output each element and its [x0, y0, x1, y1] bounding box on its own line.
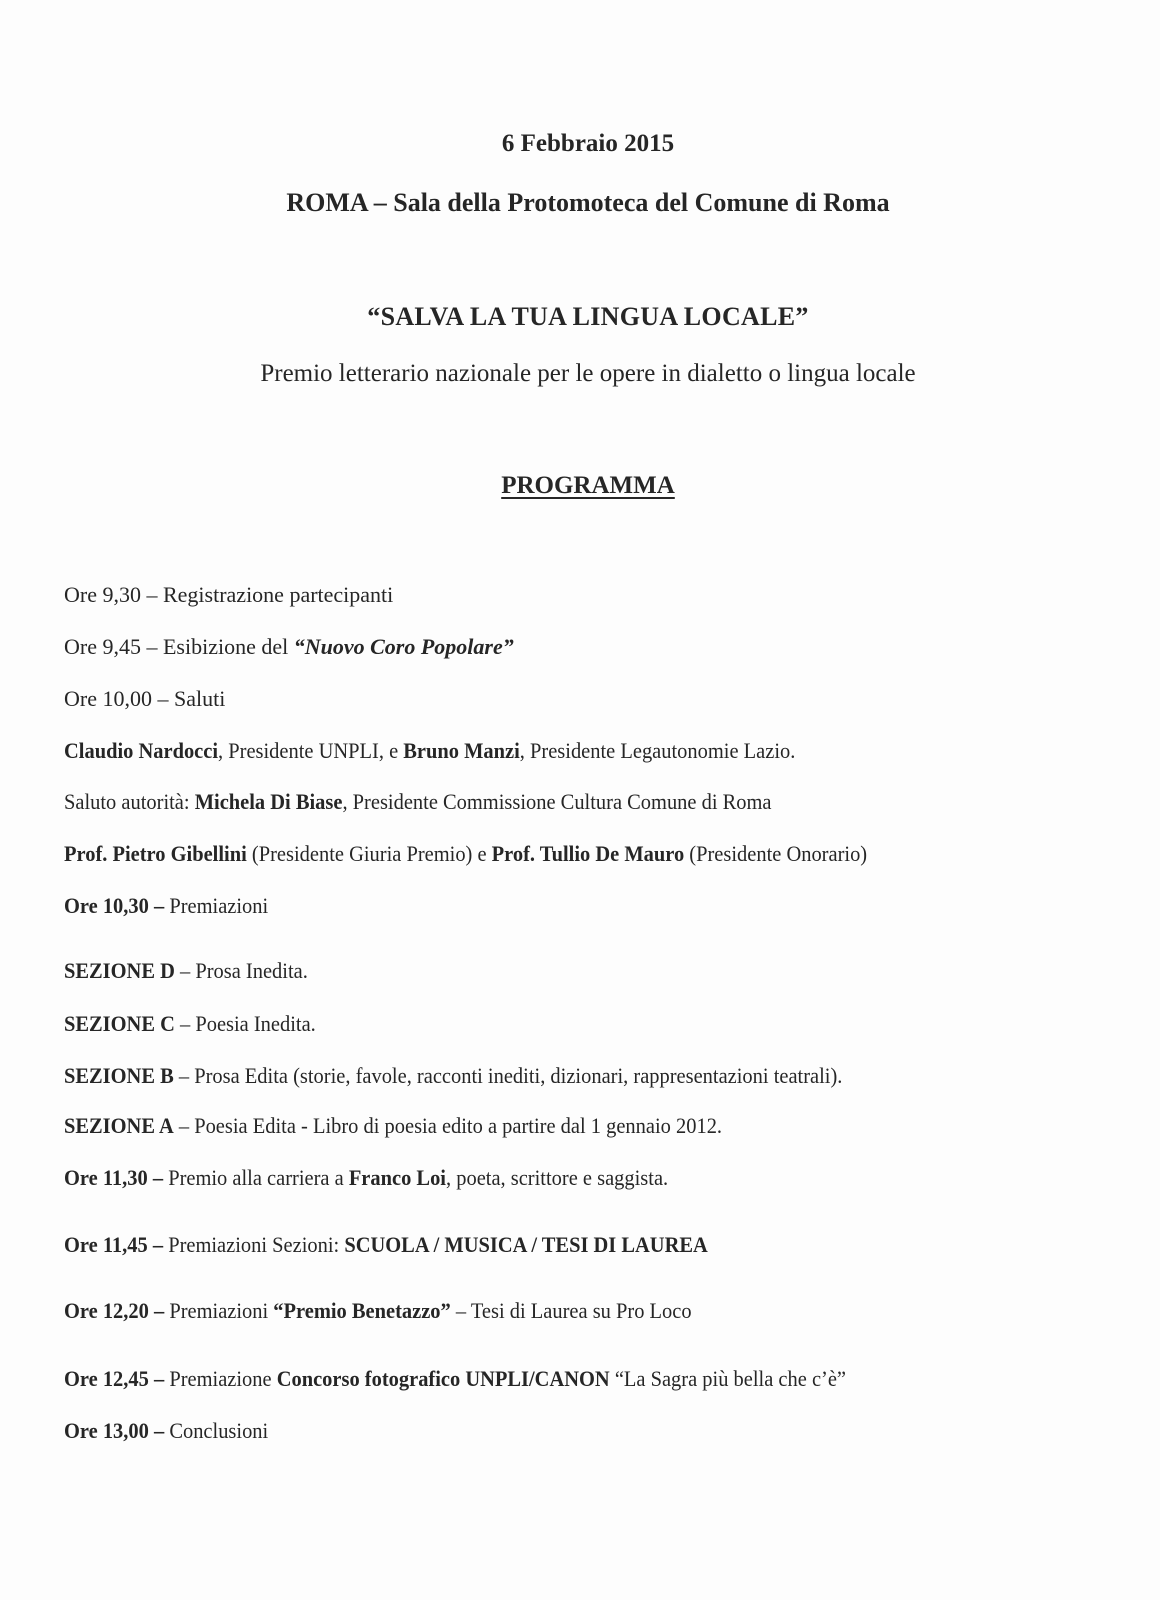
prize-name: “Premio Benetazzo”	[273, 1298, 451, 1323]
separator: –	[173, 1113, 195, 1138]
program-text: Premiazioni Sezioni:	[168, 1232, 345, 1257]
program-time: Ore 10,30	[64, 893, 149, 918]
section-text: Poesia Inedita.	[195, 1011, 316, 1036]
speaker-role: (Presidente Giuria Premio) e	[246, 841, 492, 866]
program-text: Conclusioni	[169, 1418, 269, 1443]
speaker-role: (Presidente Onorario)	[684, 841, 868, 866]
program-item	[64, 893, 268, 919]
separator: –	[174, 958, 196, 983]
program-time: Ore 10,00	[64, 686, 152, 711]
section-label: SEZIONE C	[64, 1011, 175, 1036]
separator: –	[148, 893, 170, 918]
section-label: SEZIONE D	[64, 958, 175, 983]
section-text: Prosa Edita (storie, favole, racconti inediti, dizionari, rappresentazioni teatrali).	[194, 1063, 843, 1088]
program-item	[64, 1298, 692, 1324]
section-item	[64, 1063, 842, 1089]
program-text: Saluti	[173, 686, 226, 711]
separator: –	[173, 1063, 195, 1088]
jury-line	[64, 841, 867, 867]
program-text-tail: “La Sagra più bella che c’è”	[609, 1366, 846, 1391]
authority-greeting-line	[64, 789, 772, 815]
section-label: SEZIONE A	[64, 1113, 174, 1138]
programma-heading	[0, 472, 1160, 500]
section-item	[64, 1011, 316, 1037]
separator: –	[151, 686, 174, 711]
event-title: “SALVA LA TUA LINGUA LOCALE”	[367, 302, 809, 331]
section-item	[64, 1113, 722, 1139]
program-time: Ore 12,20	[64, 1298, 149, 1323]
program-text: Premiazioni	[169, 893, 269, 918]
speaker-name: Michela Di Biase	[194, 789, 343, 814]
choir-name: “Nuovo Coro Popolare”	[293, 634, 514, 659]
program-item	[64, 634, 514, 660]
separator: –	[148, 1418, 170, 1443]
separator: –	[174, 1011, 196, 1036]
program-text-tail: , poeta, scrittore e saggista.	[445, 1165, 669, 1190]
speaker-name: Bruno Manzi	[403, 738, 520, 763]
event-subtitle: Premio letterario nazionale per le opere in dialetto o lingua locale	[260, 360, 916, 387]
speaker-role: , Presidente Commissione Cultura Comune di Roma	[342, 789, 772, 814]
section-label: SEZIONE B	[64, 1063, 174, 1088]
contest-name: Concorso fotografico UNPLI/CANON	[276, 1366, 610, 1391]
speaker-name: Prof. Pietro Gibellini	[64, 841, 247, 866]
separator: –	[148, 1366, 170, 1391]
greeting-prefix: Saluto autorità:	[64, 789, 195, 814]
speaker-role: , Presidente Legautonomie Lazio.	[519, 738, 796, 763]
separator: –	[140, 582, 163, 607]
program-item	[64, 686, 225, 712]
program-time: Ore 9,30	[64, 582, 141, 607]
speaker-name: Claudio Nardocci	[64, 738, 219, 763]
honoree-name: Franco Loi	[348, 1165, 446, 1190]
sections-list: SCUOLA / MUSICA / TESI DI LAUREA	[344, 1232, 708, 1257]
program-text-tail: – Tesi di Laurea su Pro Loco	[450, 1298, 692, 1323]
section-text: Prosa Inedita.	[195, 958, 308, 983]
greetings-line	[64, 738, 795, 764]
program-item	[64, 582, 393, 608]
program-text: Premiazioni	[169, 1298, 274, 1323]
program-item	[64, 1232, 708, 1258]
program-text: Esibizione del	[162, 634, 294, 659]
program-text: Premiazione	[169, 1366, 277, 1391]
program-text: Premio alla carriera a	[168, 1165, 349, 1190]
event-date: 6 Febbraio 2015	[501, 130, 675, 157]
separator: –	[147, 1232, 169, 1257]
program-item	[64, 1418, 268, 1444]
section-text: Poesia Edita - Libro di poesia edito a partire dal 1 gennaio 2012.	[194, 1113, 723, 1138]
program-item	[64, 1165, 668, 1191]
event-venue: ROMA – Sala della Protomoteca del Comune di Roma	[286, 188, 890, 217]
speaker-name: Prof. Tullio De Mauro	[491, 841, 685, 866]
program-time: Ore 11,45	[64, 1232, 148, 1257]
programma-label: PROGRAMMA	[501, 472, 675, 499]
program-time: Ore 13,00	[64, 1418, 149, 1443]
separator: –	[147, 1165, 169, 1190]
program-time: Ore 9,45	[64, 634, 141, 659]
separator: –	[140, 634, 163, 659]
separator: –	[148, 1298, 170, 1323]
section-item	[64, 958, 308, 984]
speaker-role: , Presidente UNPLI, e	[218, 738, 404, 763]
program-time: Ore 12,45	[64, 1366, 149, 1391]
program-text: Registrazione partecipanti	[162, 582, 394, 607]
program-time: Ore 11,30	[64, 1165, 148, 1190]
program-item	[64, 1366, 846, 1392]
